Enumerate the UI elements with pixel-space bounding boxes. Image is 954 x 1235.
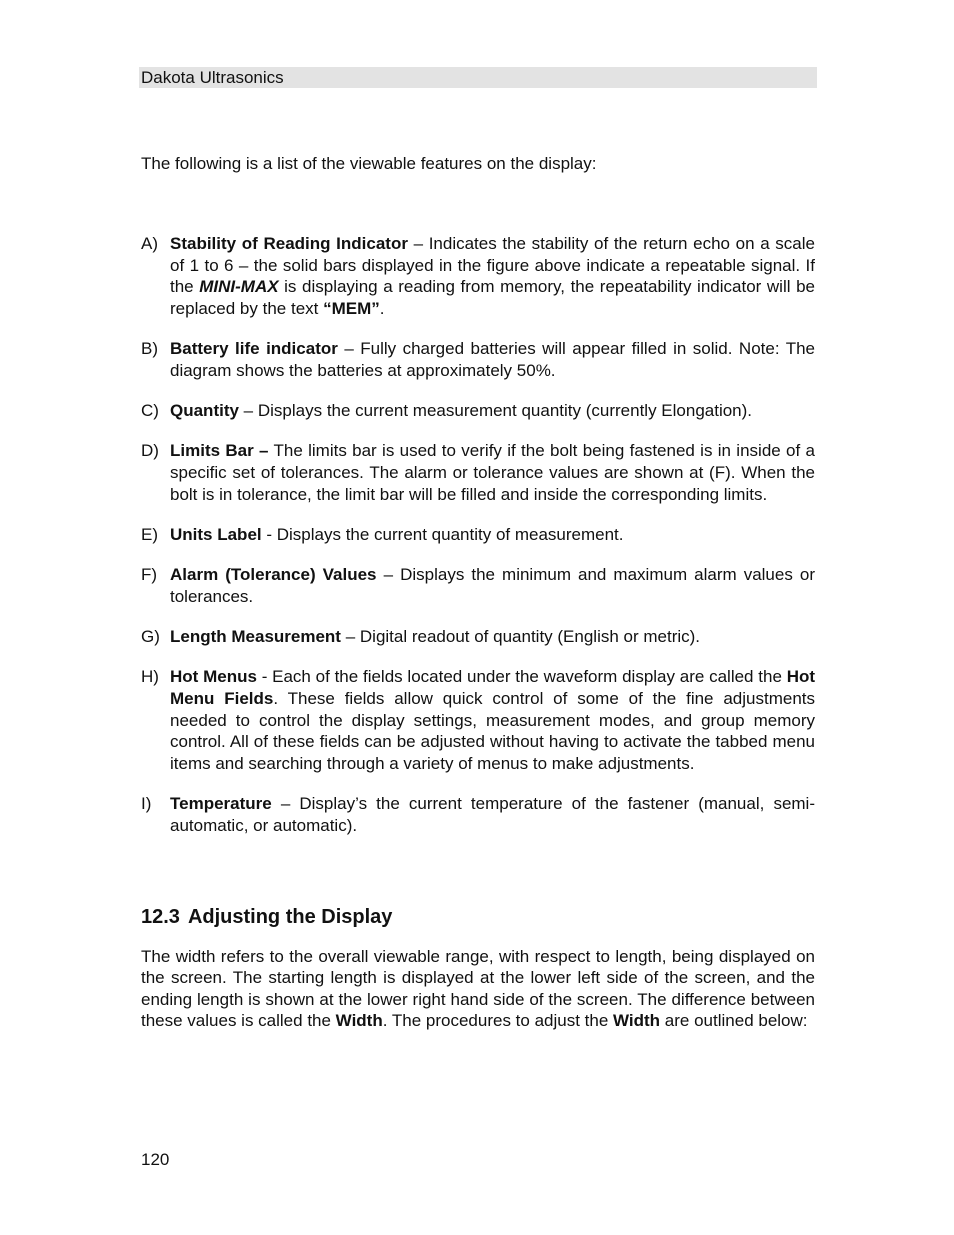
section-paragraph (141, 946, 815, 1031)
item-letter: F) (141, 565, 158, 585)
width-term: Width (335, 1010, 383, 1030)
product-name: MINI-MAX (199, 277, 279, 297)
running-header (139, 67, 817, 88)
item-term: Battery life indicator (170, 339, 338, 359)
item-text: – Fully charged batteries will appear filled in solid. Note: The diagram shows the batteries at approximately 50%. (170, 339, 815, 381)
page-number: 120 (141, 1150, 170, 1169)
item-term: Limits Bar – (170, 441, 269, 461)
item-letter: H) (141, 667, 159, 687)
item-term: Stability of Reading Indicator (170, 234, 408, 253)
item-term: Alarm (Tolerance) Values (170, 565, 377, 585)
list-item (141, 338, 815, 381)
item-text: is displaying a reading from memory, the repeatability indicator will be replaced by the text (170, 277, 815, 319)
width-term: Width (613, 1010, 661, 1030)
item-letter: E) (141, 525, 158, 545)
mem-label: “MEM” (323, 299, 380, 319)
item-letter: A) (141, 234, 158, 253)
item-text: The limits bar is used to verify if the bolt being fastened is in inside of a specific set of tolerances. The alarm or tolerance values are shown at (F). When the bolt is in tolerance, the limit bar will be filled and inside the corresponding limits. (170, 441, 815, 504)
paragraph-text: The width refers to the overall viewable range, with respect to length, being displayed on the screen. The starting length is displayed at the lower left side of the screen, and the ending length is shown at the lower right hand side of the screen. The difference between these values is called the (141, 947, 815, 1030)
intro-text: The following is a list of the viewable features on the display: (141, 154, 597, 173)
paragraph-text: . The procedures to adjust the (382, 1010, 614, 1030)
item-text: – Displays the current measurement quantity (currently Elongation). (238, 401, 753, 421)
list-item (141, 793, 815, 836)
item-term: Hot Menus (170, 667, 257, 687)
header-title: Dakota Ultrasonics (141, 68, 284, 87)
section-heading (141, 905, 392, 929)
item-letter: D) (141, 441, 159, 461)
item-text: . These fields allow quick control of some of the fine adjustments needed to control the display settings, measurement modes, and group memory control. All of these fields can be adjusted without having to activate the tabbed menu items and searching through a variety of menus to make adjustments. (170, 689, 815, 774)
item-term: Length Measurement (170, 627, 341, 647)
item-text: – Indicates the stability of the return echo on a scale of 1 to 6 – the solid bars displayed in the figure above indicate a repeatable signal. If the (170, 234, 815, 297)
list-item (141, 626, 815, 648)
item-text: . (379, 299, 385, 319)
section-number: 12.3 (141, 906, 180, 928)
item-term: Temperature (170, 794, 272, 814)
item-letter: C) (141, 401, 159, 421)
item-letter: I) (141, 794, 152, 814)
list-item (141, 400, 815, 422)
feature-list (141, 233, 815, 855)
item-text: - Each of the fields located under the waveform display are called the (256, 667, 787, 687)
item-letter: B) (141, 339, 158, 359)
item-text: – Digital readout of quantity (English or metric). (340, 627, 701, 647)
list-item (141, 564, 815, 607)
section-title: Adjusting the Display (187, 906, 393, 928)
paragraph-text: are outlined below: (660, 1010, 808, 1030)
item-term: Quantity (170, 401, 239, 421)
item-term-secondary: Hot Menu Fields (170, 667, 816, 709)
list-item (141, 666, 815, 775)
list-item (141, 440, 815, 505)
item-text: - Displays the current quantity of measurement. (261, 525, 624, 545)
list-item (141, 233, 815, 320)
item-term: Units Label (170, 525, 262, 545)
item-text: – Display’s the current temperature of the fastener (manual, semi-automatic, or automatic). (170, 794, 815, 836)
list-item (141, 524, 815, 546)
item-letter: G) (141, 627, 160, 647)
item-text: – Displays the minimum and maximum alarm values or tolerances. (170, 565, 815, 606)
